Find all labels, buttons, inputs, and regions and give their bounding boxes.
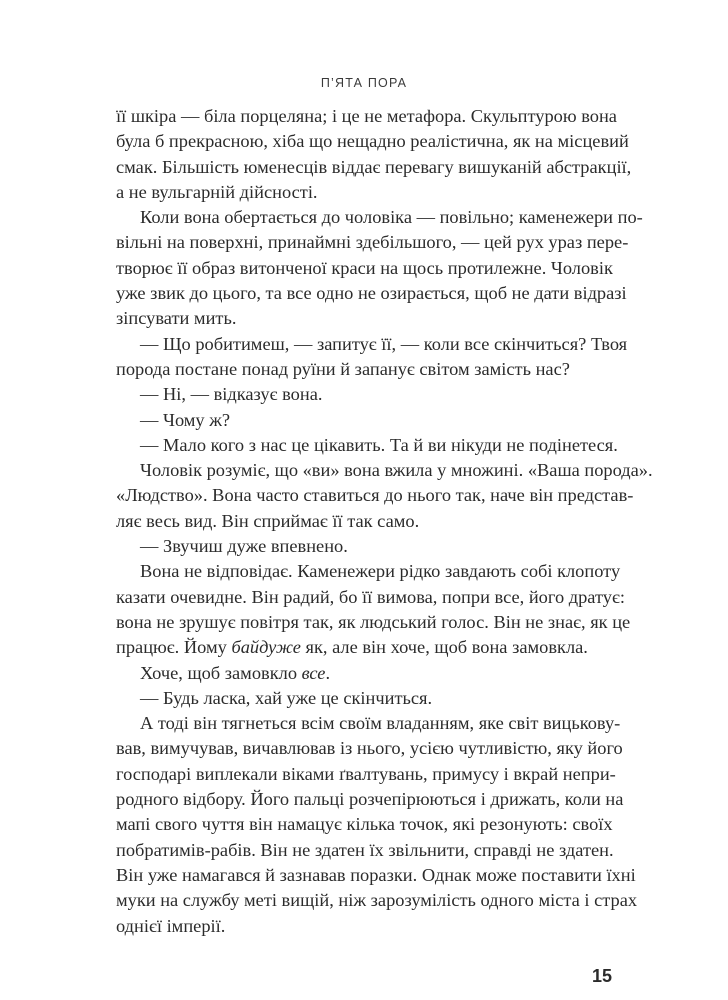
text-line: вільні на поверхні, принаймні здебільшого, — цей рух ураз пере- <box>116 232 629 253</box>
italic-word: все <box>301 662 326 683</box>
text-line <box>116 635 598 660</box>
text-line <box>116 661 598 686</box>
text-line: — Що робитимеш, — запитує її, — коли все скінчиться? Твоя <box>140 333 628 354</box>
text-line: вона не зрушує повітря так, як людський голос. Він не знає, як це <box>116 611 631 632</box>
text-run: працює. Йому <box>116 637 227 658</box>
text-line: муки на службу меті вищій, ніж зарозумілість одного міста і страх <box>116 890 638 911</box>
text-line: — Звучиш дуже впевнено. <box>140 536 348 557</box>
text-line: Він уже намагався й зазнавав поразки. Однак може поставити їхні <box>116 864 636 885</box>
text-line: смак. Більшість юменесців віддає перевагу вишуканій абстракції, <box>116 156 632 177</box>
running-head: П’ЯТА ПОРА <box>320 76 408 90</box>
body-text <box>116 104 653 939</box>
text-line: — Ні, — відказує вона. <box>140 384 323 405</box>
text-run: . <box>325 662 331 683</box>
text-line: була б прекрасною, хіба що нещадно реалістична, як на місцевий <box>116 131 629 152</box>
text-line: Чоловік розуміє, що «ви» вона вжила у множині. «Ваша порода». <box>140 460 653 481</box>
text-line: А тоді він тягнеться всім своїм владанням, яке світ вицькову- <box>140 713 621 734</box>
text-line: господарі виплекали віками ґвалтувань, примусу і вкрай непри- <box>116 763 616 784</box>
text-line: мапі свого чуття він намацує кілька точок, які резонують: своїх <box>116 814 613 835</box>
text-line: уже звик до цього, та все одно не озирається, щоб не дати відразі <box>116 283 627 304</box>
text-line: зіпсувати мить. <box>116 308 237 329</box>
text-line: а не вульгарній дійсності. <box>116 181 318 202</box>
text-run: як, але він хоче, щоб вона замовкла. <box>305 637 588 658</box>
text-run: Хоче, щоб замовкло <box>140 662 298 683</box>
text-line: казати очевидне. Він радий, бо її вимова, попри все, його дратує: <box>116 586 625 607</box>
text-line: творює її образ витонченої краси на щось протилежне. Чоловік <box>116 257 613 278</box>
text-line: — Мало кого з нас це цікавить. Та й ви нікуди не подінетеся. <box>140 434 618 455</box>
text-line: ляє весь вид. Він сприймає її так само. <box>116 510 420 531</box>
text-line: «Людство». Вона часто ставиться до нього так, наче він представ- <box>116 485 634 506</box>
text-line: — Чому ж? <box>140 409 231 430</box>
text-line: вав, вимучував, вичавлював із нього, усією чутливістю, яку його <box>116 738 623 759</box>
text-line: побратимів-рабів. Він не здатен їх звільнити, справді не здатен. <box>116 839 614 860</box>
text-line: її шкіра — біла порцеляна; і це не метафора. Скульптурою вона <box>116 106 617 126</box>
text-line: Коли вона обертається до чоловіка — повільно; каменежери по- <box>140 207 643 228</box>
text-line: однієї імперії. <box>116 915 226 936</box>
text-line: Вона не відповідає. Каменежери рідко завдають собі клопоту <box>140 561 621 582</box>
text-line: порода постане понад руїни й запанує світом замість нас? <box>116 358 570 379</box>
page-number: 15 <box>591 966 612 986</box>
text-line: — Будь ласка, хай уже це скінчиться. <box>140 687 433 708</box>
text-line: родного відбору. Його пальці розчепірюються і дрижать, коли на <box>116 789 624 810</box>
italic-word: байдуже <box>231 637 301 658</box>
